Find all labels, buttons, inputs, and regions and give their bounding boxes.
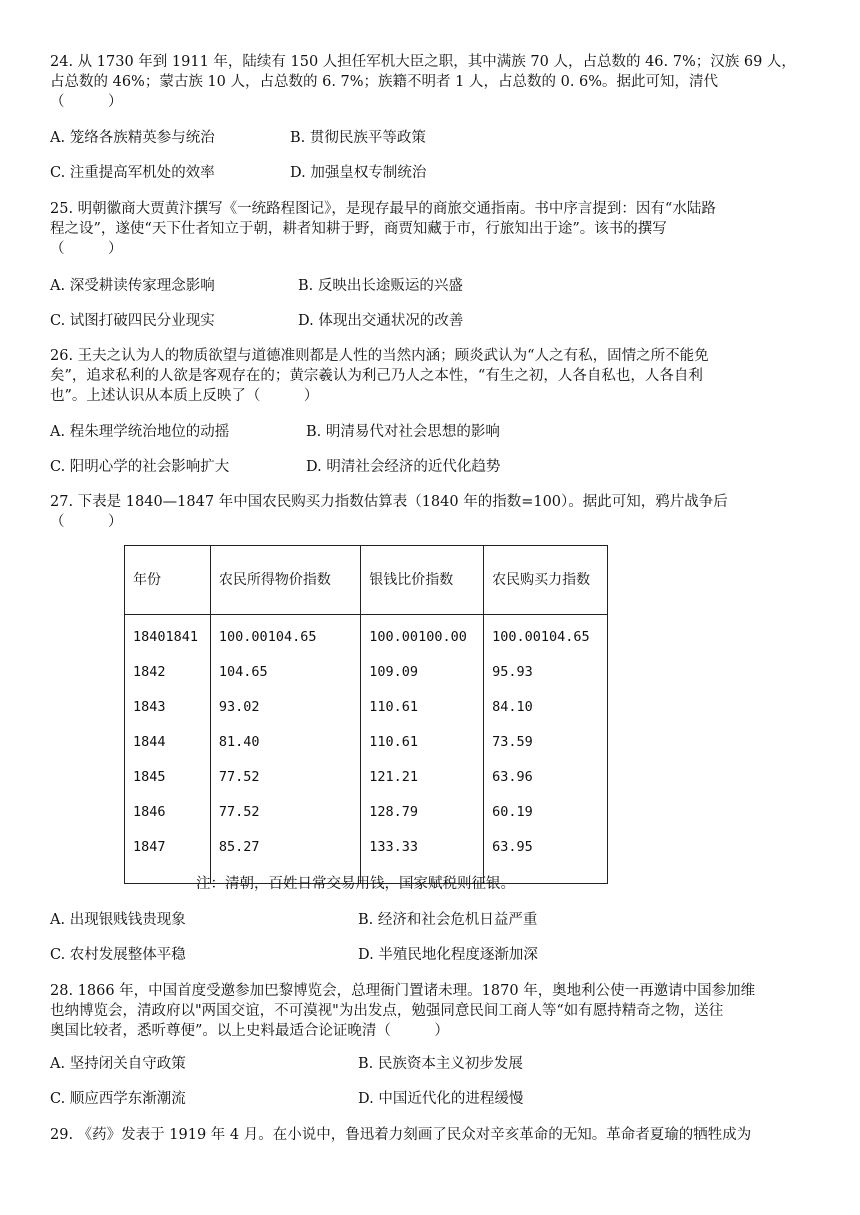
q25-option-c: C. 试图打破四民分业现实 [50, 313, 215, 329]
q24-option-c: C. 注重提高军机处的效率 [50, 165, 215, 181]
table-cell: 1845 [125, 759, 211, 794]
table-cell: 60.19 [484, 794, 608, 829]
table-cell: 95.93 [484, 654, 608, 689]
table-cell: 73.59 [484, 724, 608, 759]
q25-option-a: A. 深受耕读传家理念影响 [50, 278, 215, 294]
table-cell: 18401841 [125, 615, 211, 655]
table-cell: 93.02 [210, 689, 360, 724]
q27-answer-blank: （ ） [50, 514, 123, 530]
table-row [125, 724, 608, 759]
q28-option-c: C. 顺应西学东渐潮流 [50, 1091, 186, 1107]
table-cell: 1846 [125, 794, 211, 829]
table-note: 注：清朝，百姓日常交易用钱，国家赋税则征银。 [196, 876, 515, 892]
table-cell: 85.27 [210, 829, 360, 884]
table-row [125, 794, 608, 829]
header-year: 年份 [125, 546, 211, 615]
table-cell: 1843 [125, 689, 211, 724]
q27-option-c: C. 农村发展整体平稳 [50, 947, 186, 963]
table-cell: 100.00104.65 [210, 615, 360, 655]
q26-stem-line3: 也”。上述认识从本质上反映了（ ） [50, 388, 319, 404]
q27-stem-line1: 27. 下表是 1840—1847 年中国农民购买力指数估算表（1840 年的指数=100）。据此可知，鸦片战争后 [50, 494, 728, 510]
q26-stem-line2: 矣”，追求私利的人欲是客观存在的；黄宗羲认为利己乃人之本性，“有生之初，人各自私也，人各自利 [50, 368, 703, 384]
table-header-row [125, 546, 608, 615]
q26-option-d: D. 明清社会经济的近代化趋势 [306, 459, 501, 475]
q29-stem-line1: 29. 《药》发表于 1919 年 4 月。在小说中，鲁迅着力刻画了民众对辛亥革命的无知。革命者夏瑜的牺牲成为 [50, 1127, 752, 1143]
table-cell: 128.79 [361, 794, 484, 829]
purchasing-power-table [124, 545, 608, 884]
table-cell: 77.52 [210, 759, 360, 794]
table-cell: 84.10 [484, 689, 608, 724]
table-cell: 1844 [125, 724, 211, 759]
table-cell: 110.61 [361, 724, 484, 759]
table-cell: 1842 [125, 654, 211, 689]
q26-option-c: C. 阳明心学的社会影响扩大 [50, 459, 230, 475]
q26-option-a: A. 程朱理学统治地位的动摇 [50, 424, 230, 440]
q27-option-d: D. 半殖民地化程度逐渐加深 [358, 947, 538, 963]
table-row [125, 654, 608, 689]
q24-stem-line1: 24. 从 1730 年到 1911 年，陆续有 150 人担任军机大臣之职，其中满族 70 人，占总数的 46. 7%；汉族 69 人， [50, 54, 796, 70]
q28-stem-line3: 奥国比较者，悉听尊便”。以上史料最适合论证晚清（ ） [50, 1023, 449, 1039]
q25-option-d: D. 体现出交通状况的改善 [298, 313, 464, 329]
q24-stem-line2: 占总数的 46%；蒙古族 10 人，占总数的 6. 7%；族籍不明者 1 人，占总数的 0. 6%。据此可知，清代 [50, 74, 719, 90]
q28-stem-line1: 28. 1866 年，中国首度受邀参加巴黎博览会，总理衙门置诸未理。1870 年，奥地利公使一再邀请中国参加维 [50, 983, 756, 999]
table-row [125, 689, 608, 724]
table-cell: 121.21 [361, 759, 484, 794]
table-cell: 109.09 [361, 654, 484, 689]
q24-option-a: A. 笼络各族精英参与统治 [50, 130, 215, 146]
table-row [125, 759, 608, 794]
table-row [125, 615, 608, 655]
q25-stem-line2: 程之设”，遂使“天下仕者知立于朝，耕者知耕于野，商贾知藏于市，行旅知出于途”。该书的撰写 [50, 221, 667, 237]
q27-option-b: B. 经济和社会危机日益严重 [358, 912, 538, 928]
q28-option-b: B. 民族资本主义初步发展 [358, 1056, 523, 1072]
q28-option-d: D. 中国近代化的进程缓慢 [358, 1091, 524, 1107]
q26-stem-line1: 26. 王夫之认为人的物质欲望与道德准则都是人性的当然内涵；顾炎武认为“人之有私，固情之所不能免 [50, 348, 709, 364]
q25-stem-line1: 25. 明朝徽商大贾黄汴撰写《一统路程图记》，是现存最早的商旅交通指南。书中序言提到：因有“水陆路 [50, 201, 716, 217]
q28-option-a: A. 坚持闭关自守政策 [50, 1056, 186, 1072]
table-cell: 1847 [125, 829, 211, 884]
table-cell: 63.95 [484, 829, 608, 884]
table-cell: 100.00104.65 [484, 615, 608, 655]
table-cell: 100.00100.00 [361, 615, 484, 655]
q27-option-a: A. 出现银贱钱贵现象 [50, 912, 186, 928]
q25-option-b: B. 反映出长途贩运的兴盛 [298, 278, 463, 294]
table-cell: 110.61 [361, 689, 484, 724]
q26-option-b: B. 明清易代对社会思想的影响 [306, 424, 500, 440]
q25-answer-blank: （ ） [50, 241, 123, 257]
table-cell: 104.65 [210, 654, 360, 689]
q24-answer-blank: （ ） [50, 94, 123, 110]
table-cell: 81.40 [210, 724, 360, 759]
table-cell: 133.33 [361, 829, 484, 884]
header-purchasing-power-index: 农民购买力指数 [484, 546, 608, 615]
header-farmer-price-index: 农民所得物价指数 [210, 546, 360, 615]
q24-option-d: D. 加强皇权专制统治 [290, 165, 427, 181]
table-cell: 63.96 [484, 759, 608, 794]
q24-option-b: B. 贯彻民族平等政策 [290, 130, 426, 146]
table-cell: 77.52 [210, 794, 360, 829]
q28-stem-line2: 也纳博览会，清政府以"两国交谊，不可漠视"为出发点，勉强同意民间工商人等“如有愿持精奇之物，送往 [50, 1003, 724, 1019]
header-silver-copper-ratio-index: 银钱比价指数 [361, 546, 484, 615]
